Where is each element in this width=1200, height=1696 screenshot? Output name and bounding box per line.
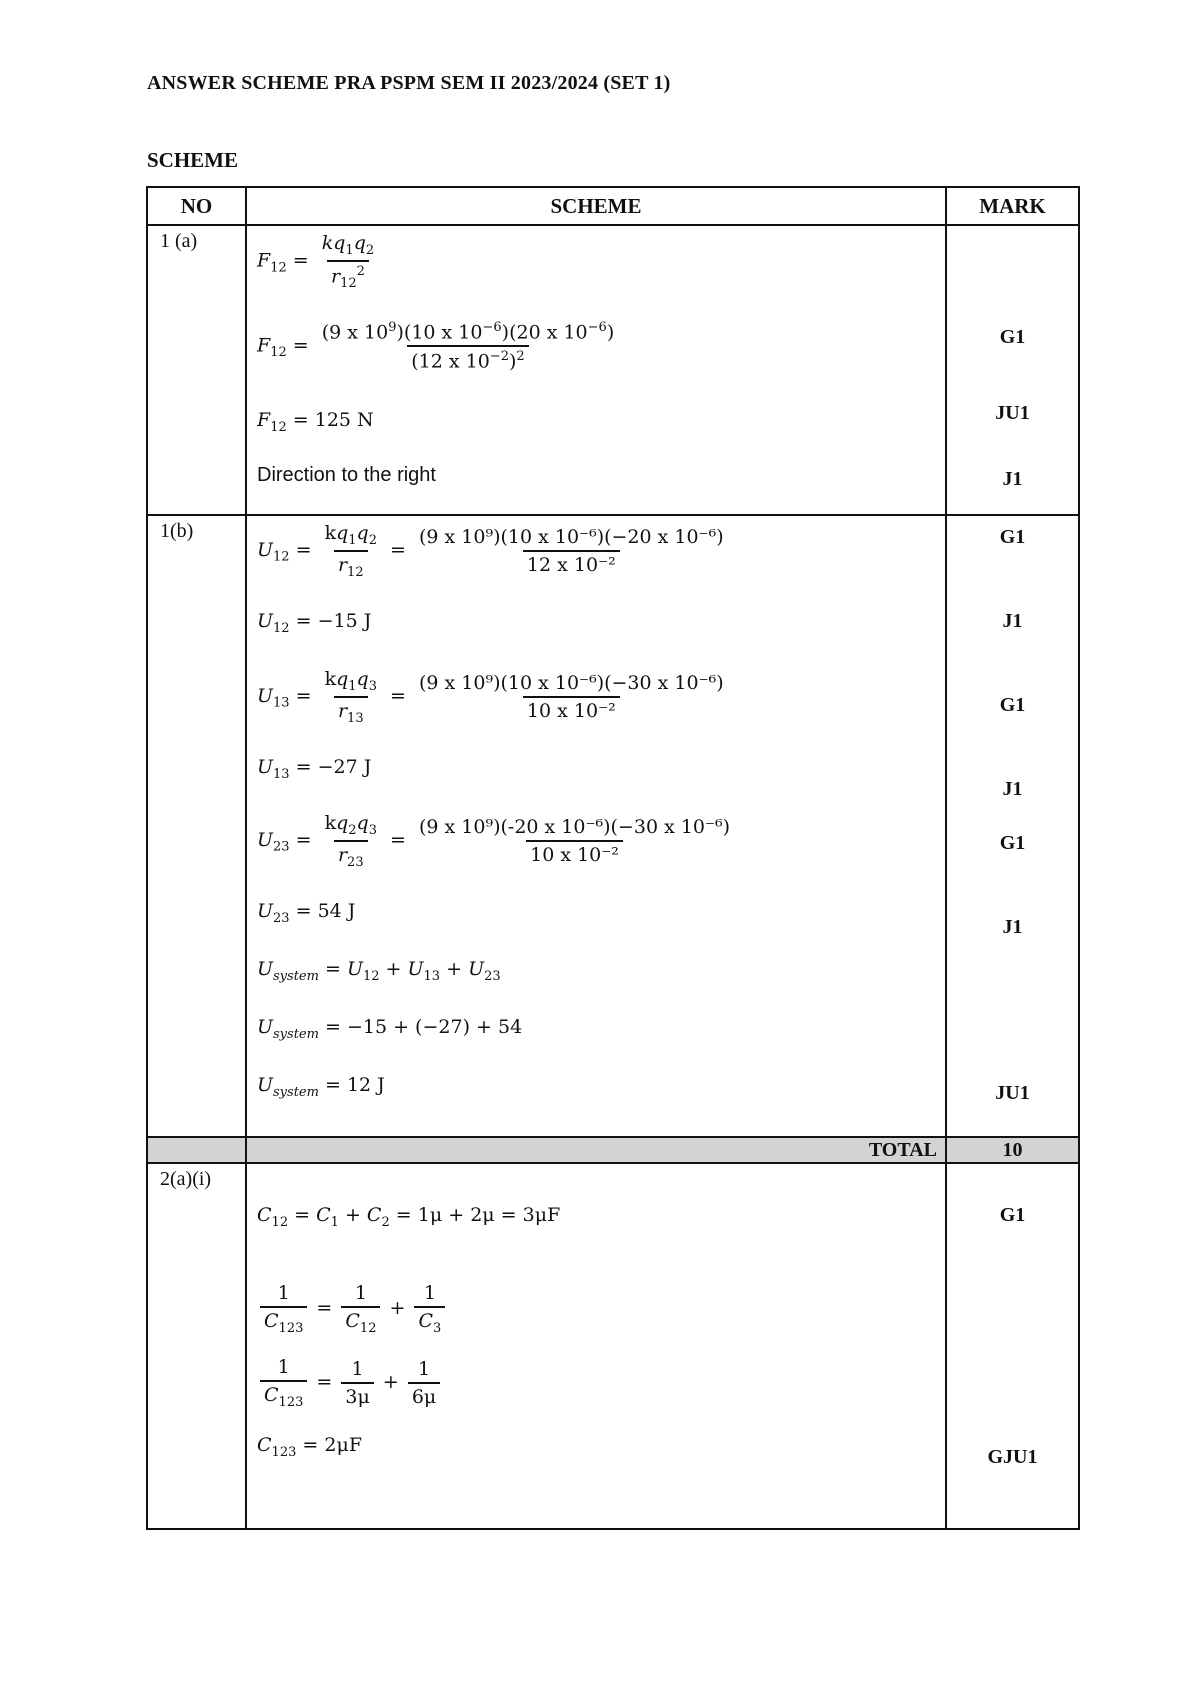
mark-label: G1 — [999, 1204, 1026, 1226]
mark-label: J1 — [1002, 778, 1023, 800]
mark-cell — [946, 1163, 1079, 1529]
u12-result: $U_{12} = -15$ J — [257, 610, 372, 636]
c123-result: $C_{123} = 2\mu F$ — [257, 1434, 363, 1460]
header-mark: MARK — [946, 187, 1079, 225]
scheme-cell — [246, 1163, 946, 1529]
scheme-cell — [246, 225, 946, 515]
mark-label: G1 — [999, 694, 1026, 716]
question-number: 2(a)(i) — [147, 1163, 246, 1529]
header-no: NO — [147, 187, 246, 225]
question-number: 1(b) — [147, 515, 246, 1137]
table-header-row — [147, 187, 1079, 225]
u23-formula: $U_{23}$ = $\frac{kq_2q_3}{r_{23}}$ = $\frac{\text{(9 x 10⁹)(-20 x 10⁻⁶)(−30 x 10⁻⁶)}}{\text{10 x 10⁻²}}$ — [257, 812, 731, 870]
mark-label: J1 — [1002, 916, 1023, 938]
usystem-result: $U_{system} = 12$ J — [257, 1074, 385, 1100]
mark-cell — [946, 225, 1079, 515]
direction-text: Direction to the right — [257, 464, 436, 486]
table-row — [147, 225, 1079, 515]
mark-label: J1 — [1002, 468, 1023, 490]
total-value: 10 — [946, 1137, 1079, 1163]
mark-label: G1 — [999, 526, 1026, 548]
total-label: TOTAL — [246, 1137, 946, 1163]
total-row — [147, 1137, 1079, 1163]
table-row — [147, 515, 1079, 1137]
mark-label: GJU1 — [987, 1446, 1038, 1468]
coulomb-formula: $F_{12}$ = $\frac{kq_1q_2}{r_{12}^2}$ — [257, 232, 375, 291]
c12-parallel: $C_{12} = C_1 + C_2 = 1\mu + 2\mu = 3\mu F$ — [257, 1204, 561, 1230]
u23-result: $U_{23} = 54$ J — [257, 900, 356, 926]
u13-result: $U_{13} = -27$ J — [257, 756, 372, 782]
usystem-substitution: $U_{system} = -15 + (-27) + 54$ — [257, 1016, 523, 1042]
section-title: SCHEME — [147, 148, 239, 172]
total-blank — [147, 1137, 246, 1163]
usystem-sum: $U_{system} = U_{12} + U_{13} + U_{23}$ — [257, 958, 501, 984]
document-title: ANSWER SCHEME PRA PSPM SEM II 2023/2024 (SET 1) — [147, 72, 671, 94]
header-scheme: SCHEME — [246, 187, 946, 225]
mark-label: G1 — [999, 832, 1026, 854]
mark-cell — [946, 515, 1079, 1137]
scheme-cell — [246, 515, 946, 1137]
u12-formula: $U_{12}$ = $\frac{kq_1q_2}{r_{12}}$ = $\frac{\text{(9 x 10⁹)(10 x 10⁻⁶)(−20 x 10⁻⁶)}}{\text{12 x 10⁻²}}$ — [257, 522, 724, 580]
table-row — [147, 1163, 1079, 1529]
question-number: 1 (a) — [147, 225, 246, 515]
mark-label: J1 — [1002, 610, 1023, 632]
c123-substitution: $\frac{1}{C_{123}}$ = $\frac{1}{3\mu}$ + $\frac{1}{6\mu}$ — [257, 1356, 443, 1410]
u13-formula: $U_{13}$ = $\frac{kq_1q_3}{r_{13}}$ = $\frac{\text{(9 x 10⁹)(10 x 10⁻⁶)(−30 x 10⁻⁶)}}{\text{10 x 10⁻²}}$ — [257, 668, 724, 726]
mark-label: JU1 — [995, 402, 1030, 424]
force-result: $F_{12} = 125$ N — [257, 409, 374, 435]
mark-label: G1 — [999, 326, 1026, 348]
scheme-table — [146, 186, 1080, 1530]
c123-series: $\frac{1}{C_{123}}$ = $\frac{1}{C_{12}}$ + $\frac{1}{C_3}$ — [257, 1282, 448, 1336]
mark-label: JU1 — [995, 1082, 1030, 1104]
coulomb-substitution: $F_{12}$ = $\frac{(9 x 10^9)(10 x 10^{-6})(20 x 10^{-6})}{(12 x 10^{-2})^2}$ — [257, 320, 615, 373]
